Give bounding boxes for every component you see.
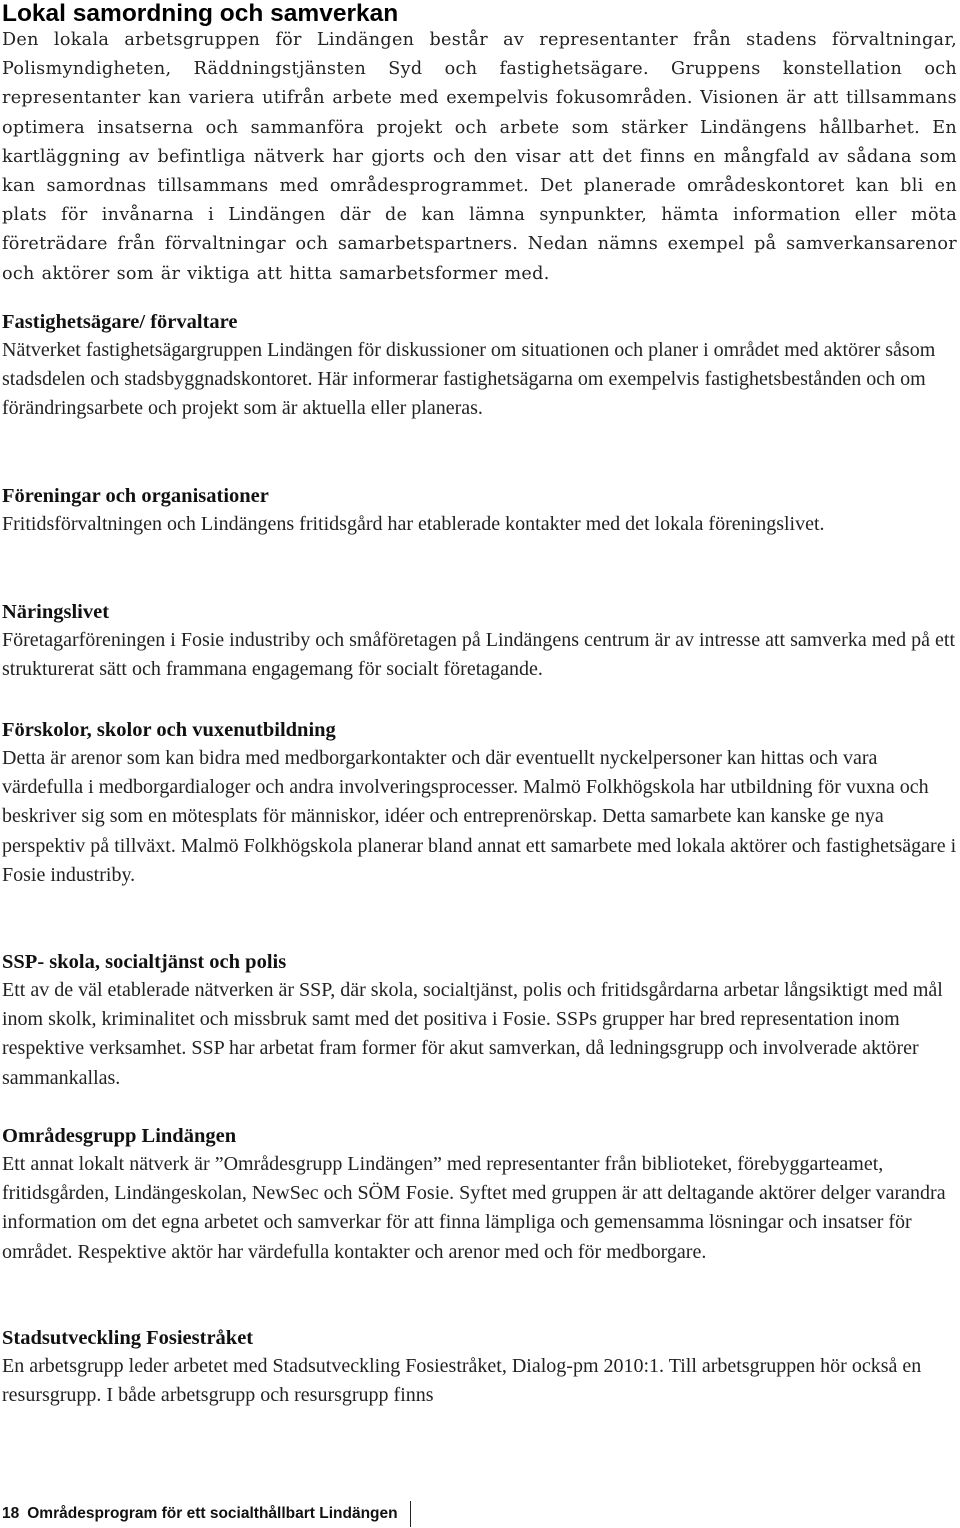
section-stadsutveckling xyxy=(2,1324,957,1410)
section-omradesgrupp xyxy=(2,1122,957,1267)
section-forskolor xyxy=(2,716,957,890)
section-body: Fritidsförvaltningen och Lindängens fritidsgård har etablerade kontakter med det lokala föreningslivet. xyxy=(2,513,825,535)
section-body: Ett annat lokalt nätverk är ”Områdesgrupp Lindängen” med representanter från biblioteket, förebyggarteamet, fritidsgården, Lindängeskolan, NewSec och SÖM Fosie. Syftet med gruppen är att deltagande aktörer delger varandra information om det egna arbetet och samverkar för att finna lämpliga och gemensamma lösningar och insatser för området. Respektive aktör har värdefulla kontakter och arenor med och för medborgare. xyxy=(2,1153,946,1263)
section-heading: Fastighetsägare/ förvaltare xyxy=(2,311,238,333)
section-foreningar xyxy=(2,482,957,539)
section-heading: Föreningar och organisationer xyxy=(2,485,269,507)
section-naringslivet xyxy=(2,598,957,684)
section-heading: Näringslivet xyxy=(2,601,110,623)
page-number: 18 xyxy=(2,1505,20,1522)
section-body: Ett av de väl etablerade nätverken är SSP, där skola, socialtjänst, polis och fritidsgårdarna arbetar långsiktigt med mål inom skolk, kriminalitet och missbruk samt med det positiva i Fosie. SSPs grupper har bred representation inom respektive verksamhet. SSP har arbetat fram former för akut samverkan, då ledningsgrupp och involverade aktörer sammankallas. xyxy=(2,979,943,1089)
section-body: En arbetsgrupp leder arbetet med Stadsutveckling Fosiestråket, Dialog-pm 2010:1. Till arbetsgruppen hör också en resursgrupp. I både arbetsgrupp och resursgrupp finns xyxy=(2,1355,922,1407)
section-body: Detta är arenor som kan bidra med medborgarkontakter och där eventuellt nyckelpersoner kan hittas och vara värdefulla i medborgardialoger och andra involveringsprocesser. Malmö Folkhögskola har utbildning för vuxna och beskriver sig som en mötesplats för människor, idéer och entreprenörskap. Detta samarbete kan kanske ge nya perspektiv på tillväxt. Malmö Folkhögskola planerar bland annat ett samarbete med lokala aktörer och fastighetsägare i Fosie industriby. xyxy=(2,747,957,886)
section-body: Nätverket fastighetsägargruppen Lindängen för diskussioner om situationen och planer i området med aktörer såsom stadsdelen och stadsbyggnadskontoret. Här informerar fastighetsägarna om exempelvis fastighetsbestånden och om förändringsarbete och projekt som är aktuella eller planeras. xyxy=(2,339,936,420)
section-fastighetsagare xyxy=(2,308,957,424)
title-wrap xyxy=(2,0,398,28)
intro-paragraph: Den lokala arbetsgruppen för Lindängen består av representanter från stadens förvaltningar, Polismyndigheten, Räddningstjänsten Syd och fastighetsägare. Gruppens konstellation och representanter kan variera utifrån arbete med exempelvis fokusområden. Visionen är att tillsammans optimera insatserna och sammanföra projekt och arbete som stärker Lindängens hållbarhet. En kartläggning av befintliga nätverk har gjorts och den visar att det finns en mångfald av sådana som kan samordnas tillsammans med områdesprogrammet. Det planerade områdeskontoret kan bli en plats för invånarna i Lindängen där de kan lämna synpunkter, hämta information eller möta företrädare från förvaltningar och samarbetspartners. Nedan nämns exempel på samverkansarenor och aktörer som är viktiga att hitta samarbetsformer med. xyxy=(2,30,957,284)
section-heading: Områdesgrupp Lindängen xyxy=(2,1125,237,1147)
section-heading: Förskolor, skolor och vuxenutbildning xyxy=(2,719,336,741)
section-heading: SSP- skola, socialtjänst och polis xyxy=(2,951,287,973)
page-title: Lokal samordning och samverkan xyxy=(2,0,399,27)
section-heading: Stadsutveckling Fosiestråket xyxy=(2,1327,254,1349)
intro-block xyxy=(2,26,957,289)
footer-divider xyxy=(410,1501,411,1527)
section-ssp xyxy=(2,948,957,1093)
page-footer xyxy=(2,1500,411,1528)
section-body: Företagarföreningen i Fosie industriby och småföretagen på Lindängens centrum är av intresse att samverka med på ett strukturerat sätt och frammana engagemang för socialt företagande. xyxy=(2,629,956,681)
footer-document-title: Områdesprogram för ett socialthållbart Lindängen xyxy=(27,1505,398,1522)
